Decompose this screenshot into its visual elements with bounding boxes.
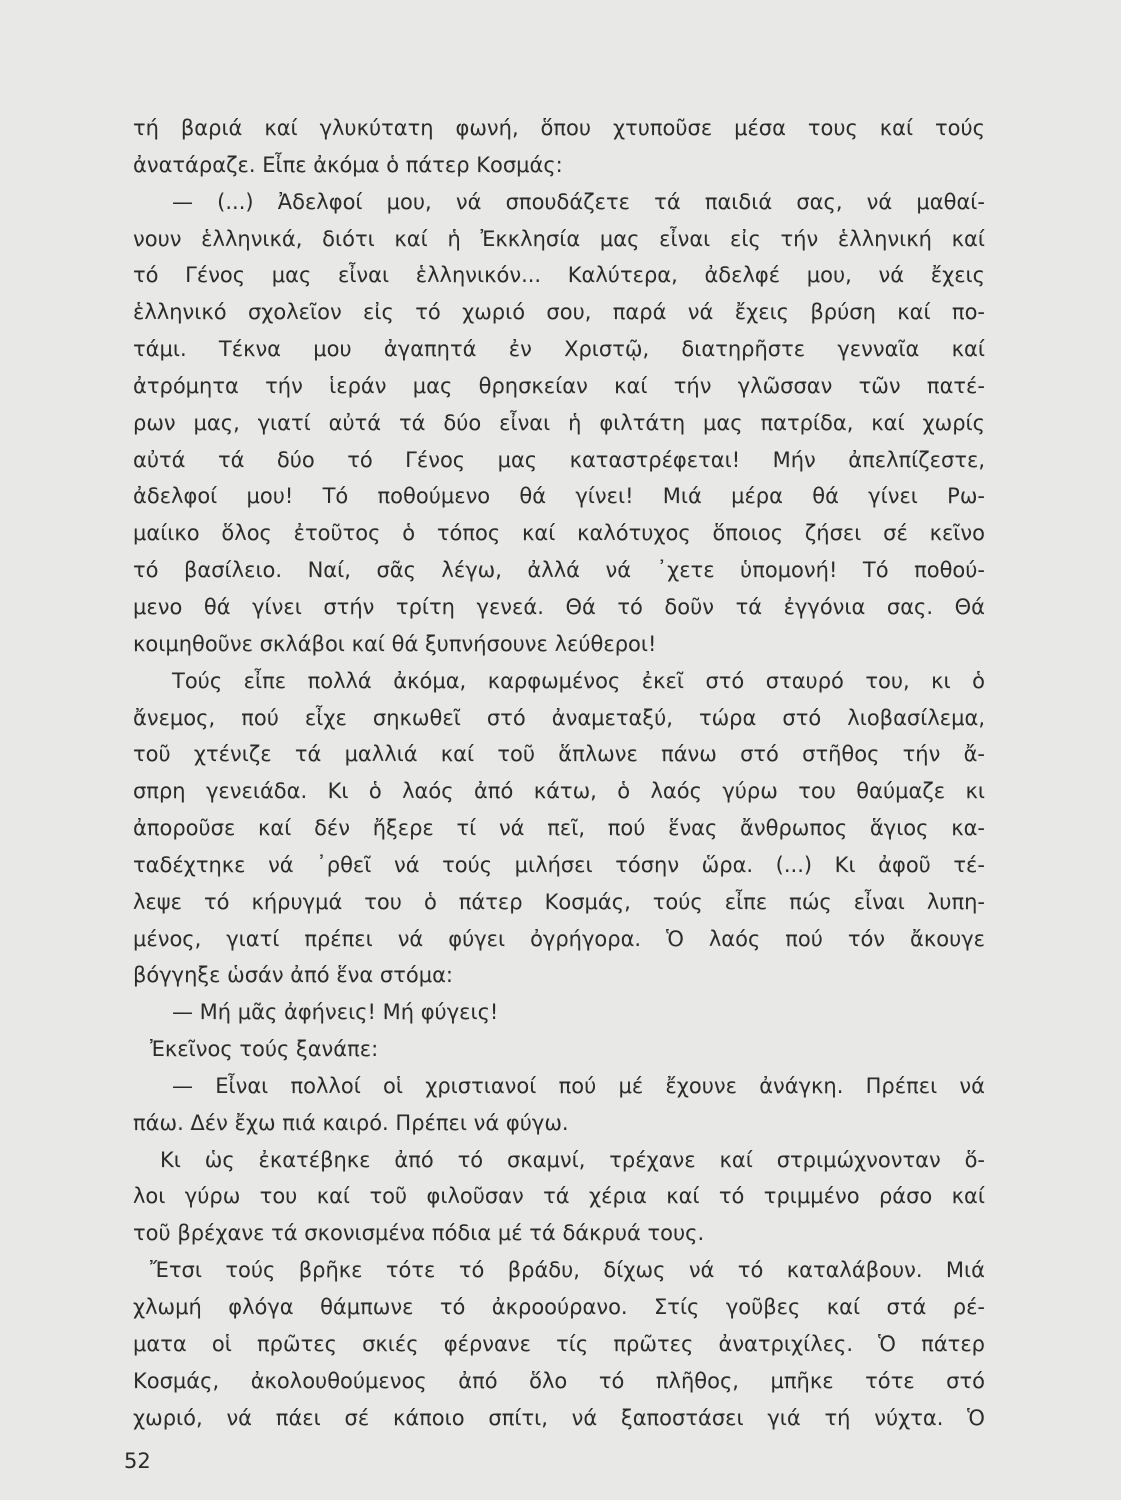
text-line: τό Γένος μας εἶναι ἑλληνικόν... Καλύτερα, ἀδελφέ μου, νά ἔχεις (133, 263, 985, 288)
text-line: λοι γύρω του καί τοῦ φιλοῦσαν τά χέρια καί τό τριμμένο ράσο καί (133, 1184, 985, 1209)
text-line: — Μή μᾶς ἀφήνεις! Μή φύγεις! (172, 1000, 499, 1025)
text-line: ἀτρόμητα τήν ἱεράν μας θρησκείαν καί τήν γλῶσσαν τῶν πατέ- (133, 373, 985, 398)
text-line: Τούς εἶπε πολλά ἀκόμα, καρφωμένος ἐκεῖ στό σταυρό του, κι ὁ (172, 668, 985, 693)
text-line: τή βαριά καί γλυκύτατη φωνή, ὅπου χτυποῦσε μέσα τους καί τούς (133, 116, 985, 140)
text-line: χωριό, νά πάει σέ κάποιο σπίτι, νά ξαποστάσει γιά τή νύχτα. Ὁ (133, 1405, 985, 1430)
page-body-text (133, 110, 985, 1436)
text-line: βόγγηξε ὡσάν ἀπό ἕνα στόμα: (133, 963, 453, 988)
text-line: — Εἶναι πολλοί οἱ χριστιανοί πού μέ ἔχουνε ἀνάγκη. Πρέπει νά (172, 1073, 985, 1098)
text-line: ταδέχτηκε νά ᾽ρθεῖ νά τούς μιλήσει τόσην ὥρα. (...) Κι ἀφοῦ τέ- (133, 852, 985, 877)
text-line: ἀδελφοί μου! Τό ποθούμενο θά γίνει! Μιά μέρα θά γίνει Ρω- (133, 484, 985, 509)
text-line: ἄνεμος, πού εἶχε σηκωθεῖ στό ἀναμεταξύ, τώρα στό λιοβασίλεμα, (133, 705, 985, 730)
text-line: λεψε τό κήρυγμά του ὁ πάτερ Κοσμάς, τούς εἶπε πώς εἶναι λυπη- (133, 889, 985, 914)
text-line: ρων μας, γιατί αὐτά τά δύο εἶναι ἡ φιλτάτη μας πατρίδα, καί χωρίς (133, 410, 985, 435)
text-line: τοῦ χτένιζε τά μαλλιά καί τοῦ ἅπλωνε πάνω στό στῆθος τήν ἄ- (133, 742, 985, 767)
text-line: νουν ἑλληνικά, διότι καί ἡ Ἐκκλησία μας εἶναι εἰς τήν ἑλληνική καί (133, 226, 985, 251)
text-line: Ἐκεῖνος τούς ξανάπε: (150, 1037, 379, 1062)
text-line: αὐτά τά δύο τό Γένος μας καταστρέφεται! Μήν ἀπελπίζεστε, (133, 447, 985, 472)
text-line: Ἔτσι τούς βρῆκε τότε τό βράδυ, δίχως νά τό καταλάβουν. Μιά (150, 1258, 985, 1283)
text-line: κοιμηθοῦνε σκλάβοι καί θά ξυπνήσουνε λεύθεροι! (133, 631, 657, 656)
text-line: χλωμή φλόγα θάμπωνε τό ἀκροούρανο. Στίς γοῦβες καί στά ρέ- (133, 1295, 985, 1319)
text-line: πάω. Δέν ἔχω πιά καιρό. Πρέπει νά φύγω. (133, 1110, 569, 1135)
text-line: ἀνατάραζε. Εἶπε ἀκόμα ὁ πάτερ Κοσμάς: (133, 152, 563, 177)
text-line: τό βασίλειο. Ναί, σᾶς λέγω, ἀλλά νά ᾽χετε ὑπομονή! Τό ποθού- (133, 558, 985, 583)
text-line: σπρη γενειάδα. Κι ὁ λαός ἀπό κάτω, ὁ λαός γύρω του θαύμαζε κι (133, 779, 985, 804)
text-line: ἀποροῦσε καί δέν ἤξερε τί νά πεῖ, πού ἕνας ἄνθρωπος ἅγιος κα- (133, 816, 985, 841)
page-number: 52 (124, 1449, 151, 1473)
text-line: τοῦ βρέχανε τά σκονισμένα πόδια μέ τά δάκρυά τους. (133, 1221, 705, 1246)
text-line: ματα οἱ πρῶτες σκιές φέρνανε τίς πρῶτες ἀνατριχίλες. Ὁ πάτερ (133, 1331, 985, 1356)
text-line: μένος, γιατί πρέπει νά φύγει ὀγρήγορα. Ὁ λαός πού τόν ἄκουγε (133, 926, 985, 951)
text-line: μαίικο ὅλος ἐτοῦτος ὁ τόπος καί καλότυχος ὅποιος ζήσει σέ κεῖνο (133, 521, 985, 546)
text-line: — (...) Ἀδελφοί μου, νά σπουδάζετε τά παιδιά σας, νά μαθαί- (172, 189, 985, 214)
text-line: ἑλληνικό σχολεῖον εἰς τό χωριό σου, παρά νά ἔχεις βρύση καί πο- (133, 300, 985, 325)
text-line: μενο θά γίνει στήν τρίτη γενεά. Θά τό δοῦν τά ἐγγόνια σας. Θά (133, 594, 985, 619)
text-line: Κοσμάς, ἀκολουθούμενος ἀπό ὅλο τό πλῆθος, μπῆκε τότε στό (133, 1368, 985, 1393)
text-line: Κι ὡς ἐκατέβηκε ἀπό τό σκαμνί, τρέχανε καί στριμώχνονταν ὅ- (160, 1147, 985, 1172)
text-line: τάμι. Τέκνα μου ἀγαπητά ἐν Χριστῷ, διατηρῆστε γενναῖα καί (133, 337, 985, 362)
